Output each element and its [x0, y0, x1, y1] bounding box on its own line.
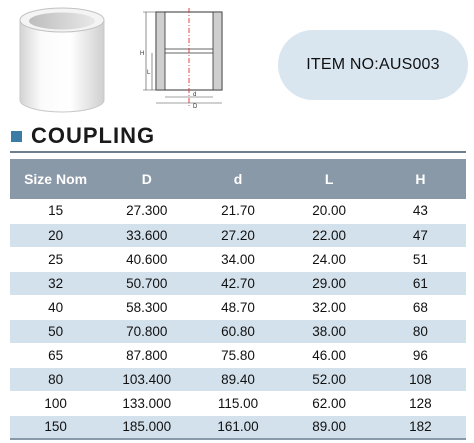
- cell-inner-diameter: 89.40: [192, 367, 283, 391]
- cell-size-nom: 80: [10, 367, 101, 391]
- cell-height: 61: [375, 271, 466, 295]
- cell-inner-diameter: 21.70: [192, 199, 283, 223]
- cell-size-nom: 150: [10, 415, 101, 439]
- cell-outer-diameter: 133.000: [101, 391, 192, 415]
- cell-inner-diameter: 34.00: [192, 247, 283, 271]
- cell-inner-diameter: 42.70: [192, 271, 283, 295]
- table-row: [10, 199, 466, 223]
- cell-length: 20.00: [284, 199, 375, 223]
- cell-height: 80: [375, 319, 466, 343]
- cell-height: 96: [375, 343, 466, 367]
- cell-inner-diameter: 161.00: [192, 415, 283, 439]
- item-number-badge: [278, 30, 468, 100]
- cell-height: 128: [375, 391, 466, 415]
- cell-size-nom: 65: [10, 343, 101, 367]
- cell-outer-diameter: 185.000: [101, 415, 192, 439]
- cell-outer-diameter: 40.600: [101, 247, 192, 271]
- section-marker-icon: [11, 131, 22, 142]
- cell-size-nom: 25: [10, 247, 101, 271]
- table-row: [10, 415, 466, 439]
- cell-outer-diameter: 27.300: [101, 199, 192, 223]
- table-row: [10, 295, 466, 319]
- section-title: COUPLING: [31, 123, 156, 148]
- cell-outer-diameter: 50.700: [101, 271, 192, 295]
- cell-length: 24.00: [284, 247, 375, 271]
- cell-height: 108: [375, 367, 466, 391]
- table-row: [10, 343, 466, 367]
- coupling-product-image: [14, 4, 110, 116]
- cell-outer-diameter: 87.800: [101, 343, 192, 367]
- table-row: [10, 391, 466, 415]
- cell-inner-diameter: 75.80: [192, 343, 283, 367]
- drawing-label-d-big: D: [193, 104, 198, 108]
- cell-height: 182: [375, 415, 466, 439]
- table-row: [10, 223, 466, 247]
- cell-length: 29.00: [284, 271, 375, 295]
- coupling-spec-table: [10, 159, 466, 440]
- cell-outer-diameter: 103.400: [101, 367, 192, 391]
- cell-outer-diameter: 70.800: [101, 319, 192, 343]
- table-row: [10, 319, 466, 343]
- cell-length: 32.00: [284, 295, 375, 319]
- table-header-row: [10, 159, 466, 199]
- cell-inner-diameter: 27.20: [192, 223, 283, 247]
- table-row: [10, 247, 466, 271]
- cell-inner-diameter: 60.80: [192, 319, 283, 343]
- cell-size-nom: 32: [10, 271, 101, 295]
- cell-outer-diameter: 33.600: [101, 223, 192, 247]
- table-row: [10, 271, 466, 295]
- table-row: [10, 367, 466, 391]
- table-body: [10, 199, 466, 439]
- cell-size-nom: 40: [10, 295, 101, 319]
- cell-outer-diameter: 58.300: [101, 295, 192, 319]
- cell-length: 46.00: [284, 343, 375, 367]
- coupling-section-drawing: [138, 8, 246, 108]
- column-header-length: L: [284, 159, 375, 199]
- cell-length: 22.00: [284, 223, 375, 247]
- cell-length: 38.00: [284, 319, 375, 343]
- column-header-outer-diameter: D: [101, 159, 192, 199]
- cell-length: 62.00: [284, 391, 375, 415]
- cell-length: 89.00: [284, 415, 375, 439]
- column-header-inner-diameter: d: [192, 159, 283, 199]
- cell-length: 52.00: [284, 367, 375, 391]
- cell-size-nom: 20: [10, 223, 101, 247]
- drawing-label-d-small: d: [193, 92, 197, 98]
- cell-height: 51: [375, 247, 466, 271]
- cell-height: 43: [375, 199, 466, 223]
- cell-height: 68: [375, 295, 466, 319]
- cell-inner-diameter: 115.00: [192, 391, 283, 415]
- column-header-size-nom: Size Nom: [10, 159, 101, 199]
- cell-size-nom: 15: [10, 199, 101, 223]
- item-number-text: ITEM NO:AUS003: [306, 56, 440, 73]
- cell-size-nom: 50: [10, 319, 101, 343]
- drawing-label-h: H: [140, 51, 145, 57]
- title-divider: [10, 151, 466, 153]
- column-header-height: H: [375, 159, 466, 199]
- cell-size-nom: 100: [10, 391, 101, 415]
- cell-height: 47: [375, 223, 466, 247]
- drawing-label-l: L: [147, 70, 151, 76]
- cell-inner-diameter: 48.70: [192, 295, 283, 319]
